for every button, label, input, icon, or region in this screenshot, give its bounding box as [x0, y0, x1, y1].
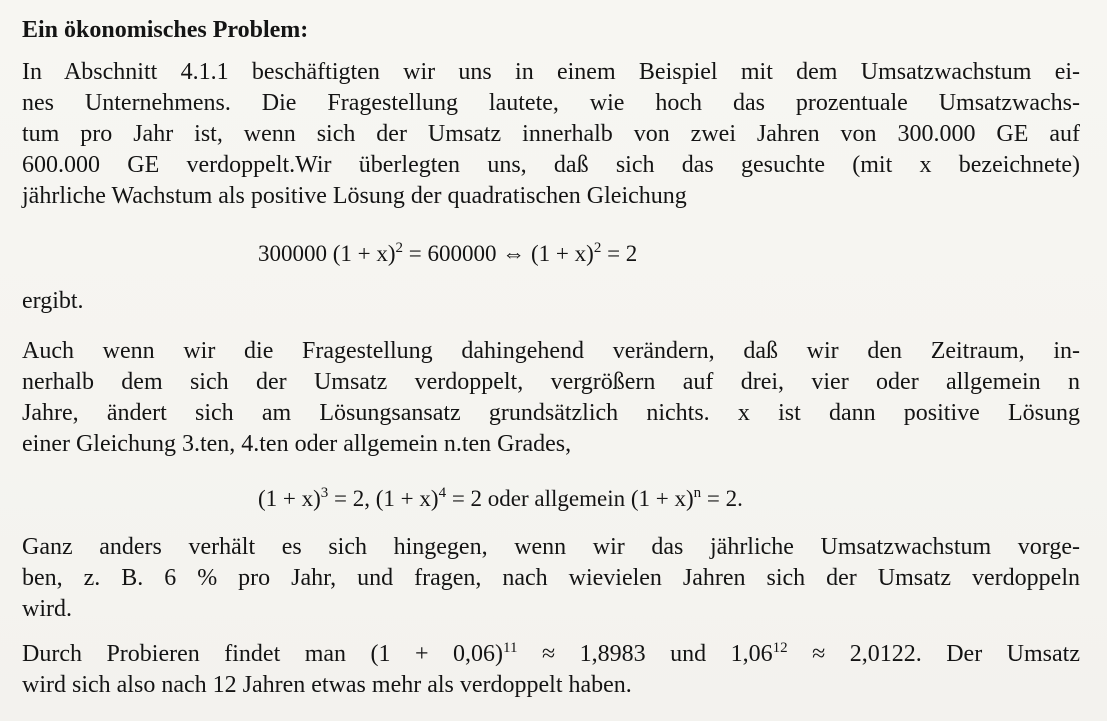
equation-part: = 2.: [701, 486, 743, 511]
equation-general: [258, 483, 743, 514]
paragraph-1-line-2: nes Unternehmens. Die Fragestellung lautete, wie hoch das prozentuale Umsatzwachs-: [22, 90, 1080, 116]
text-part: ≈ 2,0122. Der Umsatz: [787, 641, 1080, 667]
paragraph-3-line-3: wird.: [22, 596, 72, 622]
exponent: 2: [395, 240, 404, 256]
equation-part: = 2 oder allgemein (1 + x): [446, 486, 694, 511]
paragraph-4-line-1: [22, 639, 1080, 670]
equation-part: = 600000 ⇔ (1 + x): [403, 241, 594, 266]
equation-part: (1 + x): [258, 486, 321, 511]
exponent: 3: [320, 485, 329, 501]
paragraph-2-line-2: nerhalb dem sich der Umsatz verdoppelt, vergrößern auf drei, vier oder allgemein n: [22, 369, 1080, 395]
paragraph-1-end: ergibt.: [22, 288, 84, 314]
exponent: n: [693, 485, 702, 501]
equation-part: 300000 (1 + x): [258, 241, 396, 266]
paragraph-1-line-4: 600.000 GE verdoppelt.Wir überlegten uns, daß sich das gesuchte (mit x bezeichnete): [22, 152, 1080, 178]
paragraph-1-line-5: jährliche Wachstum als positive Lösung der quadratischen Gleichung: [22, 183, 687, 209]
paragraph-2-line-1: Auch wenn wir die Fragestellung dahingehend verändern, daß wir den Zeitraum, in-: [22, 338, 1080, 364]
paragraph-3-line-2: ben, z. B. 6 % pro Jahr, und fragen, nach wievielen Jahren sich der Umsatz verdoppeln: [22, 565, 1080, 591]
equation-part: = 2: [601, 241, 638, 266]
exponent: 2: [593, 240, 602, 256]
exponent: 4: [438, 485, 447, 501]
paragraph-2-line-4: einer Gleichung 3.ten, 4.ten oder allgemein n.ten Grades,: [22, 431, 572, 457]
paragraph-4-line-2: wird sich also nach 12 Jahren etwas mehr als verdoppelt haben.: [22, 672, 632, 698]
equation-part: = 2, (1 + x): [328, 486, 439, 511]
paragraph-3-line-1: Ganz anders verhält es sich hingegen, wenn wir das jährliche Umsatzwachstum vorge-: [22, 534, 1080, 560]
paragraph-1-line-1: In Abschnitt 4.1.1 beschäftigten wir uns in einem Beispiel mit dem Umsatzwachstum ei-: [22, 59, 1080, 85]
exponent: 12: [772, 640, 788, 656]
text-part: ≈ 1,8983 und 1,06: [517, 641, 773, 667]
paragraph-2-line-3: Jahre, ändert sich am Lösungsansatz grundsätzlich nichts. x ist dann positive Lösung: [22, 400, 1080, 426]
exponent: 11: [503, 640, 518, 656]
paragraph-1-line-3: tum pro Jahr ist, wenn sich der Umsatz innerhalb von zwei Jahren von 300.000 GE auf: [22, 121, 1080, 147]
text-part: Durch Probieren findet man (1 + 0,06): [22, 641, 504, 667]
equation-quadratic: [258, 238, 637, 269]
section-heading: Ein ökonomisches Problem:: [22, 17, 309, 43]
